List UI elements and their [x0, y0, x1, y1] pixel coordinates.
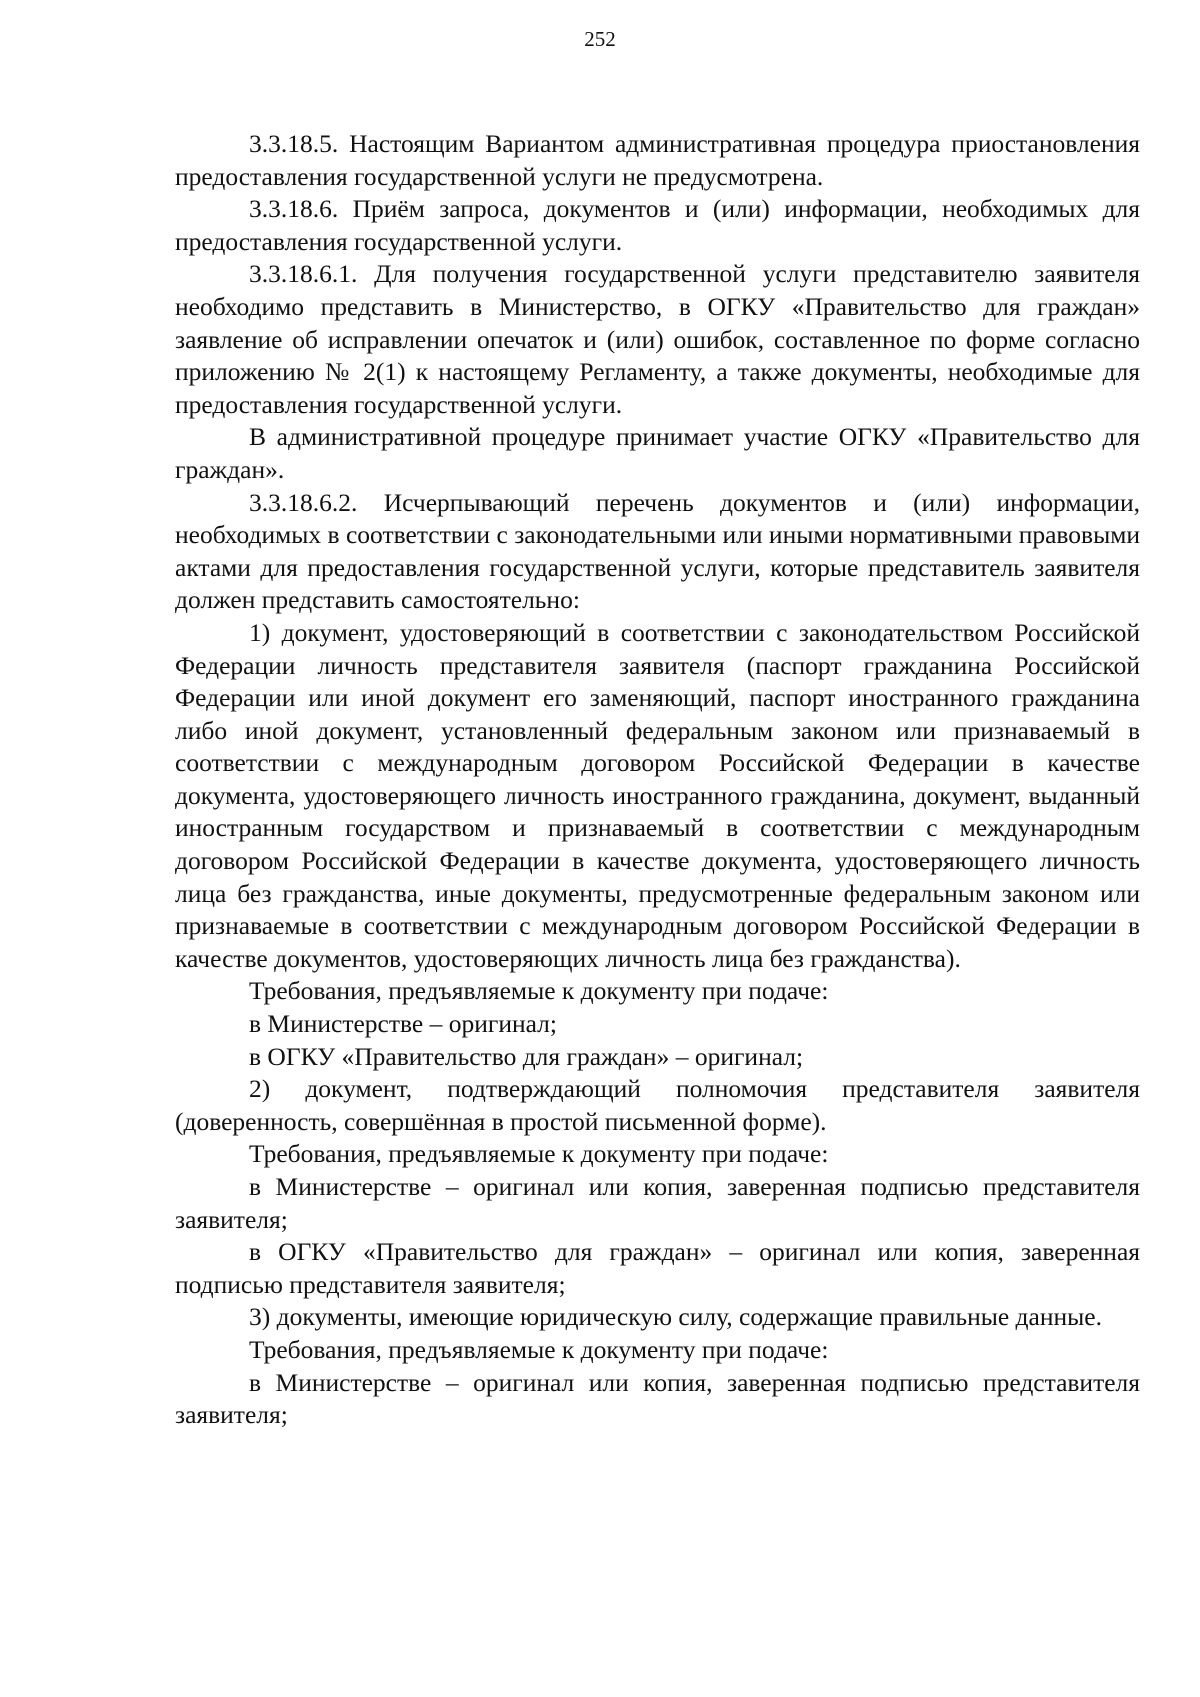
list-item-1: 1) документ, удостоверяющий в соответствии с законодательством Российской Федерации личность представителя заявителя (паспорт гражданина Российской Федерации или иной документ его заменяющий, паспорт иностранного гражданина либо иной документ, установленный федеральным законом или признаваемый в соответствии с международным договором Российской Федерации в качестве документа, удостоверяющего личность иностранного гражданина, документ, выданный иностранным государством и признаваемый в соответствии с международным договором Российской Федерации в качестве документа, удостоверяющего личность лица без гражданства, иные документы, предусмотренные федеральным законом или признаваемые в соответствии с международным договором Российской Федерации в качестве документов, удостоверяющих личность лица без гражданства). [175, 617, 1140, 973]
requirement-ogku: в ОГКУ «Правительство для граждан» – оригинал; [249, 1041, 804, 1071]
paragraph-3-3-18-6-1: 3.3.18.6.1. Для получения государственной услуги представителю заявителя необходимо представить в Министерство, в ОГКУ «Правительство для граждан» заявление об исправлении опечаток и (или) ошибок, составленное по форме согласно приложению № 2(1) к настоящему Регламенту, а также документы, необходимые для предоставления государственной услуги. [175, 259, 1140, 419]
paragraph-participation: В административной процедуре принимает участие ОГКУ «Правительство для граждан». [175, 422, 1140, 484]
requirement-ministry: в Министерстве – оригинал или копия, заверенная подписью представителя заявителя; [175, 1172, 1140, 1234]
requirement-ogku: в ОГКУ «Правительство для граждан» – оригинал или копия, заверенная подписью представителя заявителя; [175, 1237, 1140, 1299]
paragraph-3-3-18-6: 3.3.18.6. Приём запроса, документов и (или) информации, необходимых для предоставления государственной услуги. [175, 194, 1140, 256]
paragraph-3-3-18-6-2: 3.3.18.6.2. Исчерпывающий перечень документов и (или) информации, необходимых в соответствии с законодательными или иными нормативными правовыми актами для предоставления государственной услуги, которые представитель заявителя должен представить самостоятельно: [175, 487, 1140, 615]
requirement-ministry: в Министерстве – оригинал или копия, заверенная подписью представителя заявителя; [175, 1367, 1140, 1430]
requirement-ministry: в Министерстве – оригинал; [249, 1009, 557, 1039]
list-item-2: 2) документ, подтверждающий полномочия представителя заявителя (доверенность, совершённая в простой письменной форме). [175, 1074, 1140, 1136]
page-number: 252 [584, 27, 616, 51]
requirements-heading: Требования, предъявляемые к документу при подаче: [249, 976, 829, 1006]
paragraph-3-3-18-5: 3.3.18.5. Настоящим Вариантом административная процедура приостановления предоставления государственной услуги не предусмотрена. [175, 129, 1140, 191]
document-body [175, 128, 1140, 1432]
requirements-heading: Требования, предъявляемые к документу при подаче: [249, 1139, 829, 1169]
list-item-3: 3) документы, имеющие юридическую силу, содержащие правильные данные. [249, 1302, 1102, 1332]
requirements-heading: Требования, предъявляемые к документу при подаче: [249, 1334, 829, 1364]
